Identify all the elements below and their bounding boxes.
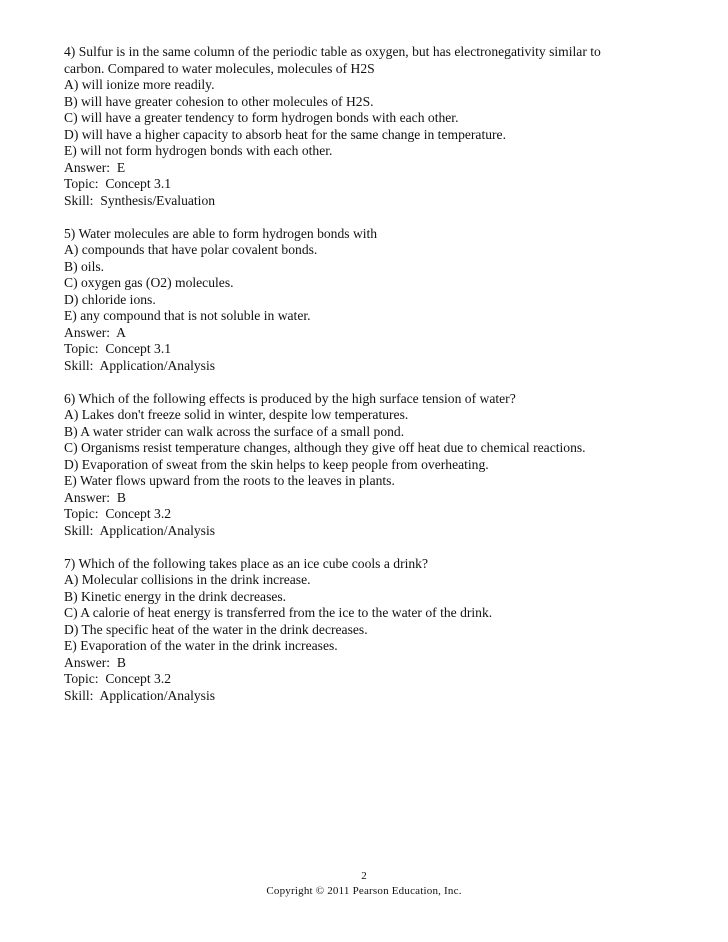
choice-a: A) Molecular collisions in the drink increase.	[64, 572, 311, 587]
question-stem: 4) Sulfur is in the same column of the periodic table as oxygen, but has electronegativity similar to	[64, 44, 601, 59]
skill: Skill: Synthesis/Evaluation	[64, 192, 216, 208]
choice-b: B) will have greater cohesion to other molecules of H2S.	[64, 93, 374, 109]
question-stem: 6) Which of the following effects is produced by the high surface tension of water?	[64, 390, 516, 406]
choice-d: D) The specific heat of the water in the drink decreases.	[64, 621, 368, 637]
choice-b: B) Kinetic energy in the drink decreases.	[64, 588, 287, 604]
choice-d: D) will have a higher capacity to absorb heat for the same change in temperature.	[64, 126, 506, 142]
skill: Skill: Application/Analysis	[64, 687, 216, 703]
choice-c: C) oxygen gas (O2) molecules.	[64, 275, 234, 290]
choice-e: E) any compound that is not soluble in water.	[64, 308, 311, 323]
question-stem: 7) Which of the following takes place as an ice cube cools a drink?	[64, 555, 429, 571]
choice-e: E) will not form hydrogen bonds with each other.	[64, 143, 333, 158]
question-4	[64, 44, 704, 209]
topic: Topic: Concept 3.2	[64, 671, 172, 686]
choice-a: A) compounds that have polar covalent bonds.	[64, 242, 318, 257]
topic: Topic: Concept 3.1	[64, 176, 172, 191]
choice-d: D) Evaporation of sweat from the skin helps to keep people from overheating.	[64, 456, 489, 472]
topic: Topic: Concept 3.1	[64, 341, 172, 356]
choice-c: C) will have a greater tendency to form hydrogen bonds with each other.	[64, 110, 459, 125]
choice-c: C) Organisms resist temperature changes, although they give off heat due to chemical reactions.	[64, 440, 586, 455]
answer: Answer: A	[64, 324, 126, 340]
question-6	[64, 391, 704, 540]
question-stem: 5) Water molecules are able to form hydrogen bonds with	[64, 225, 378, 241]
answer: Answer: E	[64, 159, 126, 175]
question-list	[64, 44, 704, 721]
choice-e: E) Evaporation of the water in the drink increases.	[64, 638, 338, 653]
copyright-notice: Copyright © 2011 Pearson Education, Inc.	[266, 885, 462, 897]
answer: Answer: B	[64, 654, 126, 670]
question-7	[64, 556, 704, 705]
choice-a: A) will ionize more readily.	[64, 77, 215, 92]
skill: Skill: Application/Analysis	[64, 522, 216, 538]
question-stem-continued: carbon. Compared to water molecules, molecules of H2S	[64, 60, 375, 76]
skill: Skill: Application/Analysis	[64, 357, 216, 373]
choice-b: B) oils.	[64, 258, 105, 274]
choice-b: B) A water strider can walk across the surface of a small pond.	[64, 423, 405, 439]
answer: Answer: B	[64, 489, 126, 505]
choice-a: A) Lakes don't freeze solid in winter, despite low temperatures.	[64, 407, 409, 422]
topic: Topic: Concept 3.2	[64, 506, 172, 521]
choice-e: E) Water flows upward from the roots to the leaves in plants.	[64, 473, 395, 488]
choice-d: D) chloride ions.	[64, 291, 156, 307]
question-5	[64, 226, 704, 375]
choice-c: C) A calorie of heat energy is transferred from the ice to the water of the drink.	[64, 605, 493, 620]
page-number: 2	[361, 870, 367, 882]
